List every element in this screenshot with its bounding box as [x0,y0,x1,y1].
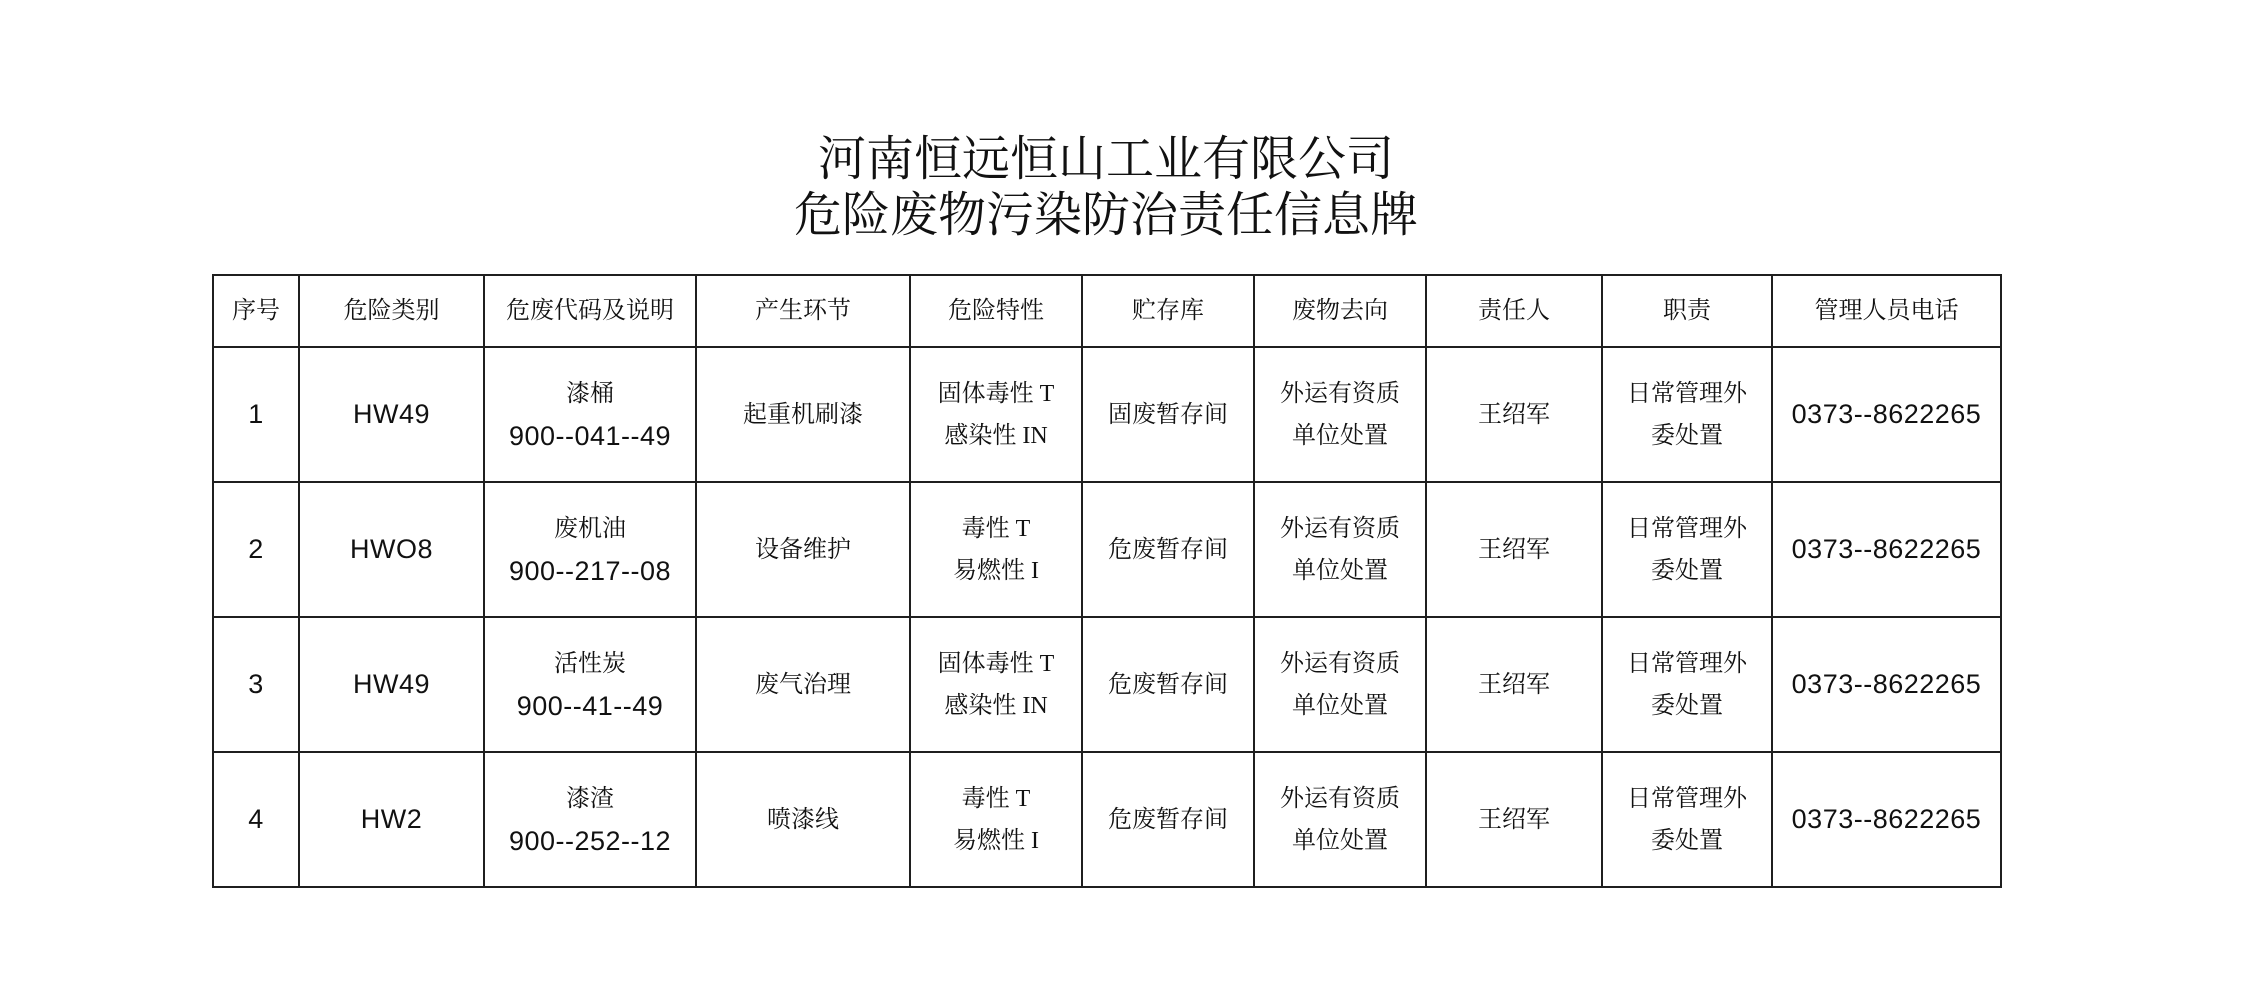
board-title: 危险废物污染防治责任信息牌 [793,189,1418,242]
column-header-storage: 贮存库 [1082,275,1254,347]
cell-storage: 危废暂存间 [1082,617,1254,752]
cell-code: 活性炭 900--41--49 [484,617,696,752]
cell-phone: 0373--8622265 [1772,617,2001,752]
cell-index: 4 [213,752,299,887]
table-header [213,275,2001,347]
cell-storage: 危废暂存间 [1082,752,1254,887]
cell-duty: 日常管理外 委处置 [1602,752,1772,887]
column-header-index: 序号 [213,275,299,347]
cell-person: 王绍军 [1426,617,1602,752]
column-header-duty: 职责 [1602,275,1772,347]
table-row [213,617,2001,752]
cell-phone: 0373--8622265 [1772,347,2001,482]
cell-person: 王绍军 [1426,752,1602,887]
cell-person: 王绍军 [1426,482,1602,617]
cell-category: HW49 [299,617,484,752]
column-header-person: 责任人 [1426,275,1602,347]
cell-duty: 日常管理外 委处置 [1602,482,1772,617]
cell-stage: 喷漆线 [696,752,910,887]
column-header-destination: 废物去向 [1254,275,1426,347]
cell-destination: 外运有资质 单位处置 [1254,482,1426,617]
cell-storage: 危废暂存间 [1082,482,1254,617]
cell-code: 漆渣 900--252--12 [484,752,696,887]
cell-category: HWO8 [299,482,484,617]
column-header-code: 危废代码及说明 [484,275,696,347]
cell-code: 漆桶 900--041--49 [484,347,696,482]
cell-hazard: 毒性 T 易燃性 I [910,482,1082,617]
cell-destination: 外运有资质 单位处置 [1254,617,1426,752]
header-row [213,275,2001,347]
table-row [213,347,2001,482]
table-row [213,482,2001,617]
cell-duty: 日常管理外 委处置 [1602,347,1772,482]
responsibility-table [212,274,2002,888]
table-row [213,752,2001,887]
cell-phone: 0373--8622265 [1772,482,2001,617]
cell-hazard: 毒性 T 易燃性 I [910,752,1082,887]
cell-category: HW49 [299,347,484,482]
cell-index: 3 [213,617,299,752]
column-header-hazard: 危险特性 [910,275,1082,347]
cell-stage: 废气治理 [696,617,910,752]
cell-hazard: 固体毒性 T 感染性 IN [910,347,1082,482]
cell-person: 王绍军 [1426,347,1602,482]
cell-duty: 日常管理外 委处置 [1602,617,1772,752]
document-content [212,0,2000,888]
cell-category: HW2 [299,752,484,887]
cell-code: 废机油 900--217--08 [484,482,696,617]
column-header-stage: 产生环节 [696,275,910,347]
column-header-category: 危险类别 [299,275,484,347]
cell-storage: 固废暂存间 [1082,347,1254,482]
table-body [213,347,2001,887]
cell-stage: 设备维护 [696,482,910,617]
column-header-phone: 管理人员电话 [1772,275,2001,347]
cell-destination: 外运有资质 单位处置 [1254,347,1426,482]
cell-index: 2 [213,482,299,617]
cell-hazard: 固体毒性 T 感染性 IN [910,617,1082,752]
cell-index: 1 [213,347,299,482]
cell-phone: 0373--8622265 [1772,752,2001,887]
company-title: 河南恒远恒山工业有限公司 [817,133,1394,186]
cell-destination: 外运有资质 单位处置 [1254,752,1426,887]
cell-stage: 起重机刷漆 [696,347,910,482]
